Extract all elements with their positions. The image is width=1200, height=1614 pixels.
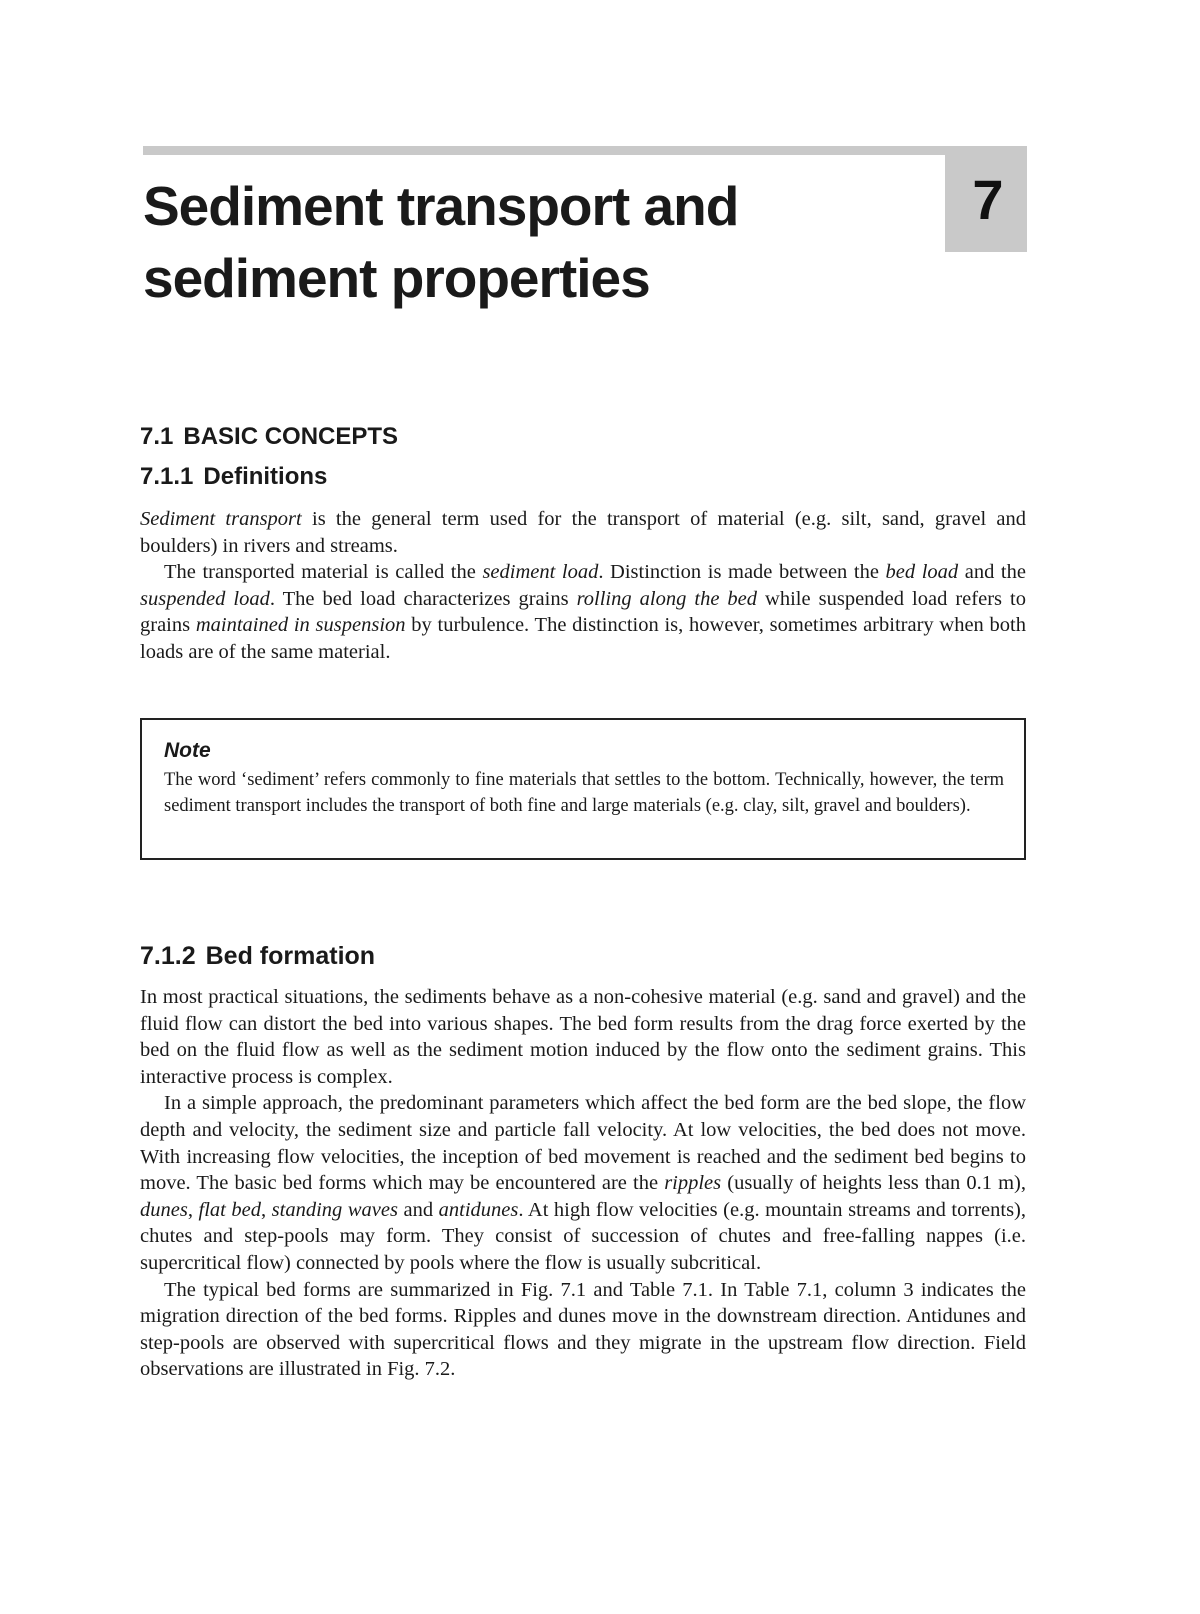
definitions-body (140, 506, 1026, 666)
section-heading (140, 422, 398, 452)
note-title: Note (164, 739, 211, 762)
paragraph-text: . At high flow velocities (e.g. mountain streams and torrents), chutes and step-pools may form. They consist of succession of chutes and free-falling nappes (i.e. supercritical flow) connected by pools where the flow is usually subcritical. (140, 1198, 1026, 1274)
term-standing-waves: standing waves (271, 1198, 398, 1221)
section-number: 7.1 (140, 423, 174, 450)
bed-formation-paragraph-3: The typical bed forms are summarized in Fig. 7.1 and Table 7.1. In Table 7.1, column 3 indicates the migration direction of the bed forms. Ripples and dunes move in the downstream direction. Antidunes and step-pools are observed with supercritical flows and they migrate in the upstream flow direction. Field observations are illustrated in Fig. 7.2. (140, 1278, 1026, 1381)
section-title: BASIC CONCEPTS (183, 423, 399, 450)
note-text: The word ‘sediment’ refers commonly to fine materials that settles to the bottom. Technically, however, the term sediment transport includes the transport of both fine and large materials (e.g. clay, silt, gravel and boulders). (164, 770, 1004, 816)
paragraph-text: and (397, 1198, 439, 1221)
chapter-title-line-1: Sediment transport and (143, 175, 739, 237)
term-flat-bed: flat bed (198, 1198, 261, 1221)
subsection-number: 7.1.2 (140, 942, 196, 970)
chapter-number-box (945, 146, 1027, 252)
term-antidunes: antidunes (438, 1198, 519, 1221)
term-maintained-in-suspension: maintained in suspension (195, 614, 406, 637)
paragraph-text: The transported material is called the (164, 561, 483, 584)
subsection-heading-bed-formation (140, 940, 375, 972)
paragraph-text: , (260, 1198, 272, 1221)
definitions-paragraph-1 (140, 506, 1026, 559)
paragraph-text: In a simple approach, the predominant parameters which affect the bed form are the bed slope, the flow depth and velocity, the sediment size and particle fall velocity. At low velocities, the bed does not move. With increasing flow velocities, the inception of bed movement is reached and the sediment bed begins to move. The basic bed forms which may be encountered are the (140, 1092, 1026, 1195)
bed-formation-paragraph-1: In most practical situations, the sediments behave as a non-cohesive material (e.g. sand and gravel) and the fluid flow can distort the bed into various shapes. The bed form results from the drag force exerted by the bed on the fluid flow as well as the sediment motion induced by the flow onto the sediment grains. This interactive process is complex. (140, 986, 1026, 1088)
chapter-title-line-2: sediment properties (143, 247, 650, 309)
paragraph-text: is the general term used for the transport of material (e.g. silt, sand, gravel and boulders) in rivers and streams. (140, 508, 1026, 557)
term-sediment-load: sediment load (482, 561, 599, 584)
paragraph-text: while suspended load refers to grains (140, 587, 1026, 637)
term-dunes: dunes (140, 1198, 188, 1221)
bed-formation-paragraph-2 (140, 1090, 1026, 1276)
subsection-title: Definitions (203, 463, 328, 490)
chapter-number: 7 (972, 168, 1004, 231)
term-suspended-load: suspended load (140, 587, 270, 610)
term-rolling-along-the-bed: rolling along the bed (576, 587, 758, 610)
subsection-number: 7.1.1 (140, 463, 194, 490)
note-box (140, 718, 1026, 860)
chapter-title (143, 170, 903, 314)
term-ripples: ripples (664, 1172, 722, 1195)
term-sediment-transport: Sediment transport (140, 508, 302, 530)
subsection-heading-definitions (140, 462, 327, 492)
subsection-title: Bed formation (205, 942, 376, 970)
bed-formation-body (140, 984, 1026, 1383)
paragraph-text: , (187, 1198, 199, 1221)
paragraph-text: . Distinction is made between the (598, 561, 886, 584)
paragraph-text: and the (958, 561, 1026, 584)
definitions-paragraph-2 (140, 559, 1026, 665)
paragraph-text: . The bed load characterizes grains (269, 587, 577, 610)
paragraph-text: (usually of heights less than 0.1 m), (721, 1172, 1026, 1195)
term-bed-load: bed load (885, 561, 959, 584)
chapter-top-rule (143, 146, 945, 155)
paragraph-text: by turbulence. The distinction is, however, sometimes arbitrary when both loads are of the same material. (140, 614, 1026, 663)
